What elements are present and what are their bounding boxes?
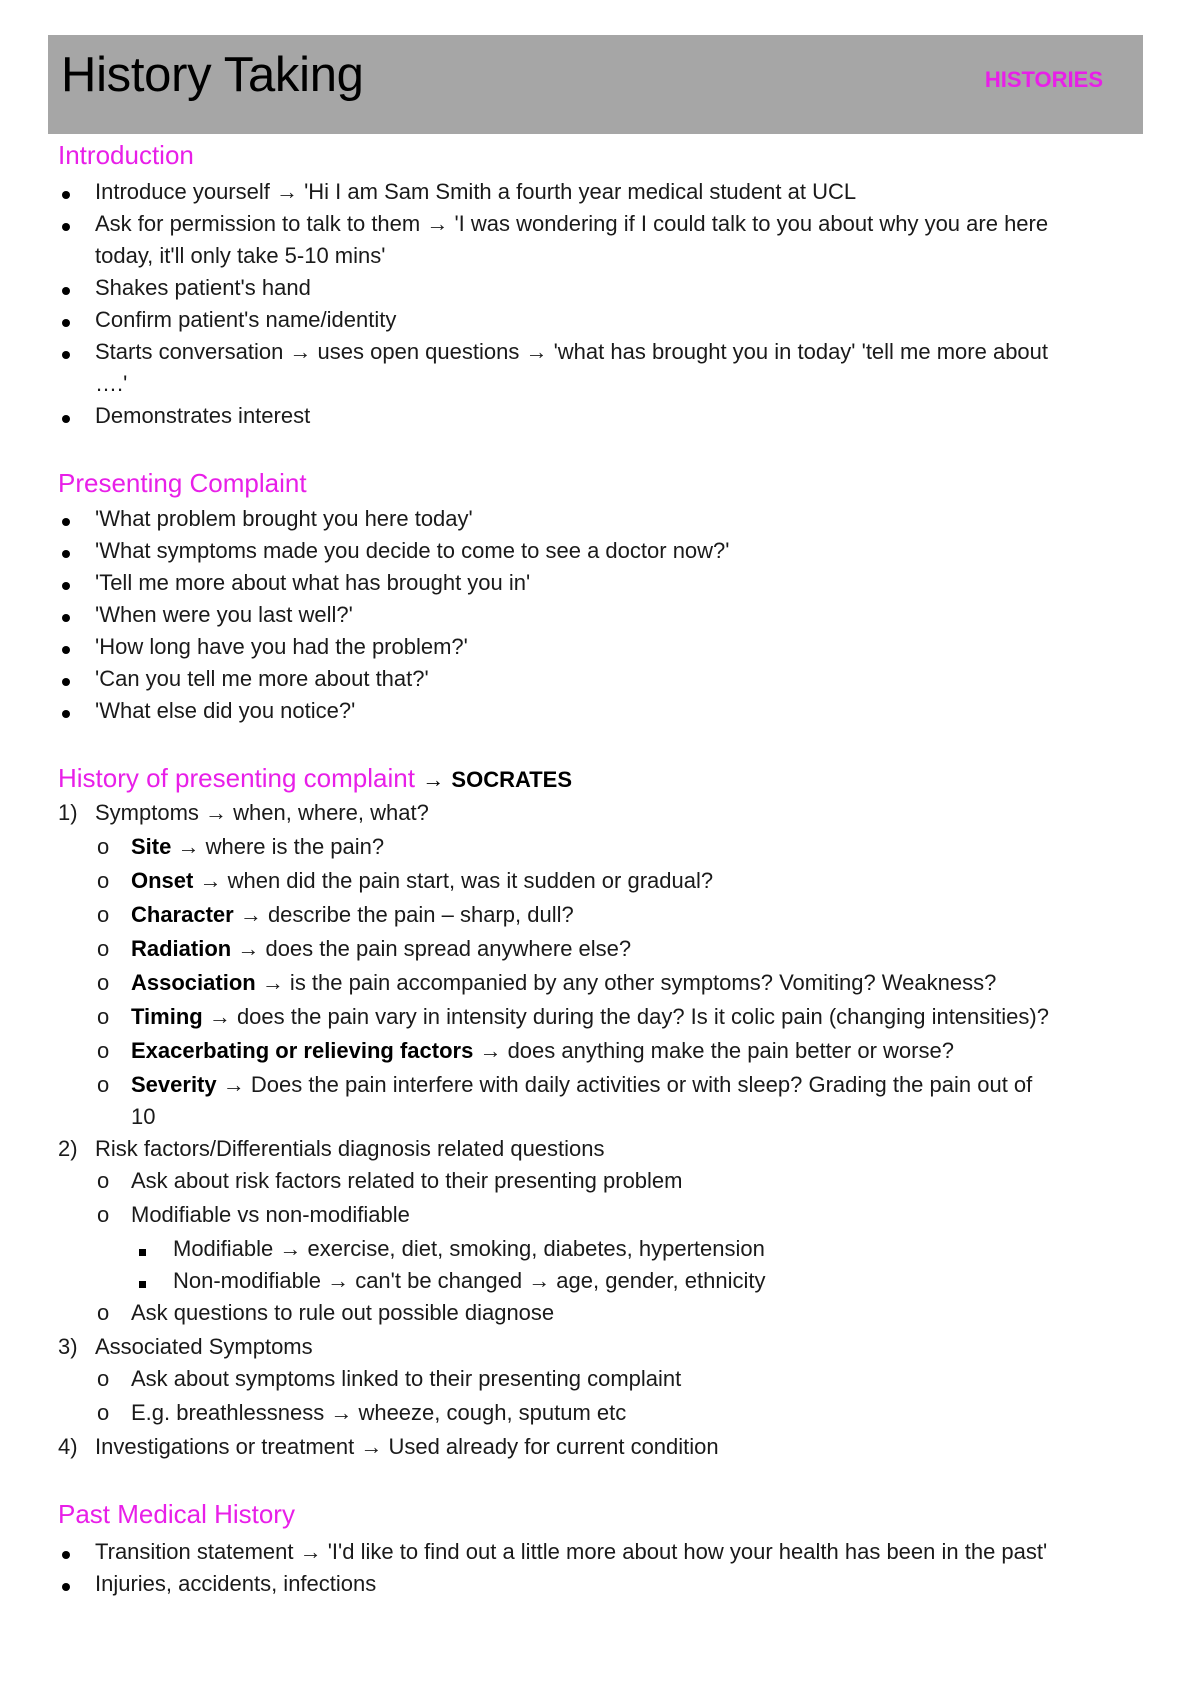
bullet	[62, 208, 70, 240]
circle-marker: o	[97, 834, 110, 859]
numbered-item: Investigations or treatment → Used already for current condition	[95, 1434, 719, 1459]
list-item: 'When were you last well?'	[95, 602, 353, 627]
list-item: 'What problem brought you here today'	[95, 506, 473, 531]
bullet	[62, 535, 70, 567]
section-heading-text: History of presenting complaint	[58, 763, 415, 793]
socrates-item-association: Association → is the pain accompanied by any other symptoms? Vomiting? Weakness?	[131, 970, 997, 995]
list-item: 'What symptoms made you decide to come to see a doctor now?'	[95, 538, 730, 563]
circle-marker: o	[97, 1366, 110, 1391]
section-heading-hpc	[58, 764, 572, 794]
circle-marker: o	[97, 902, 110, 927]
sub-item: Ask questions to rule out possible diagnose	[131, 1300, 555, 1325]
circle-marker: o	[97, 868, 110, 893]
list-item: Confirm patient's name/identity	[95, 307, 397, 332]
square-bullet	[139, 1233, 146, 1265]
bullet	[62, 1536, 70, 1568]
list-item: 'Can you tell me more about that?'	[95, 666, 429, 691]
list-item-continuation: 10	[131, 1104, 156, 1129]
number-marker: 1)	[58, 800, 78, 825]
list-item: Introduce yourself → 'Hi I am Sam Smith a fourth year medical student at UCL	[95, 179, 857, 204]
list-item: Demonstrates interest	[95, 403, 311, 428]
sub-item: Ask about risk factors related to their presenting problem	[131, 1168, 683, 1193]
numbered-item: Risk factors/Differentials diagnosis related questions	[95, 1136, 605, 1161]
bullet	[62, 176, 70, 208]
socrates-item-site: Site → where is the pain?	[131, 834, 385, 859]
number-marker: 4)	[58, 1434, 78, 1459]
number-marker: 3)	[58, 1334, 78, 1359]
number-marker: 2)	[58, 1136, 78, 1161]
bullet	[62, 272, 70, 304]
circle-marker: o	[97, 1072, 110, 1097]
section-heading-pmh: Past Medical History	[58, 1499, 295, 1529]
bullet	[62, 599, 70, 631]
socrates-item-radiation: Radiation → does the pain spread anywhere else?	[131, 936, 632, 961]
bullet	[62, 304, 70, 336]
sub-sub-item: Non-modifiable → can't be changed → age, gender, ethnicity	[173, 1268, 766, 1293]
bullet	[62, 631, 70, 663]
bullet	[62, 1568, 70, 1600]
list-item: Shakes patient's hand	[95, 275, 311, 300]
square-bullet	[139, 1265, 146, 1297]
bullet	[62, 503, 70, 535]
circle-marker: o	[97, 970, 110, 995]
list-item-continuation: ….'	[95, 371, 128, 396]
page-title: History Taking	[61, 48, 364, 102]
title-banner	[48, 35, 1143, 134]
section-heading-introduction: Introduction	[58, 140, 194, 170]
sub-item: Modifiable vs non-modifiable	[131, 1202, 410, 1227]
list-item-continuation: today, it'll only take 5-10 mins'	[95, 243, 386, 268]
list-item: Transition statement → 'I'd like to find out a little more about how your health has been in the past'	[95, 1539, 1048, 1564]
list-item: 'Tell me more about what has brought you in'	[95, 570, 531, 595]
numbered-item: Symptoms → when, where, what?	[95, 800, 429, 825]
circle-marker: o	[97, 1004, 110, 1029]
socrates-item-character: Character → describe the pain – sharp, dull?	[131, 902, 574, 927]
circle-marker: o	[97, 1168, 110, 1193]
list-item: 'How long have you had the problem?'	[95, 634, 468, 659]
socrates-item-severity: Severity → Does the pain interfere with daily activities or with sleep? Grading the pain out of	[131, 1072, 1033, 1097]
bullet	[62, 336, 70, 368]
section-heading-presenting-complaint: Presenting Complaint	[58, 468, 307, 498]
list-item: Starts conversation → uses open questions → 'what has brought you in today' 'tell me more about	[95, 339, 1049, 364]
heading-arrow: →	[422, 767, 445, 792]
circle-marker: o	[97, 1300, 110, 1325]
sub-item: E.g. breathlessness → wheeze, cough, sputum etc	[131, 1400, 627, 1425]
socrates-item-timing: Timing → does the pain vary in intensity during the day? Is it colic pain (changing intensities)?	[131, 1004, 1049, 1029]
socrates-item-exacerbating: Exacerbating or relieving factors → does anything make the pain better or worse?	[131, 1038, 954, 1063]
list-item: Injuries, accidents, infections	[95, 1571, 377, 1596]
bullet	[62, 663, 70, 695]
socrates-label: SOCRATES	[451, 767, 573, 792]
numbered-item: Associated Symptoms	[95, 1334, 313, 1359]
circle-marker: o	[97, 936, 110, 961]
list-item: Ask for permission to talk to them → 'I was wondering if I could talk to you about why you are here	[95, 211, 1049, 236]
bullet	[62, 695, 70, 727]
socrates-item-onset: Onset → when did the pain start, was it sudden or gradual?	[131, 868, 714, 893]
circle-marker: o	[97, 1038, 110, 1063]
sub-item: Ask about symptoms linked to their presenting complaint	[131, 1366, 682, 1391]
sub-sub-item: Modifiable → exercise, diet, smoking, diabetes, hypertension	[173, 1236, 765, 1261]
list-item: 'What else did you notice?'	[95, 698, 356, 723]
circle-marker: o	[97, 1202, 110, 1227]
bullet	[62, 400, 70, 432]
circle-marker: o	[97, 1400, 110, 1425]
bullet	[62, 567, 70, 599]
category-tag: HISTORIES	[984, 67, 1103, 92]
